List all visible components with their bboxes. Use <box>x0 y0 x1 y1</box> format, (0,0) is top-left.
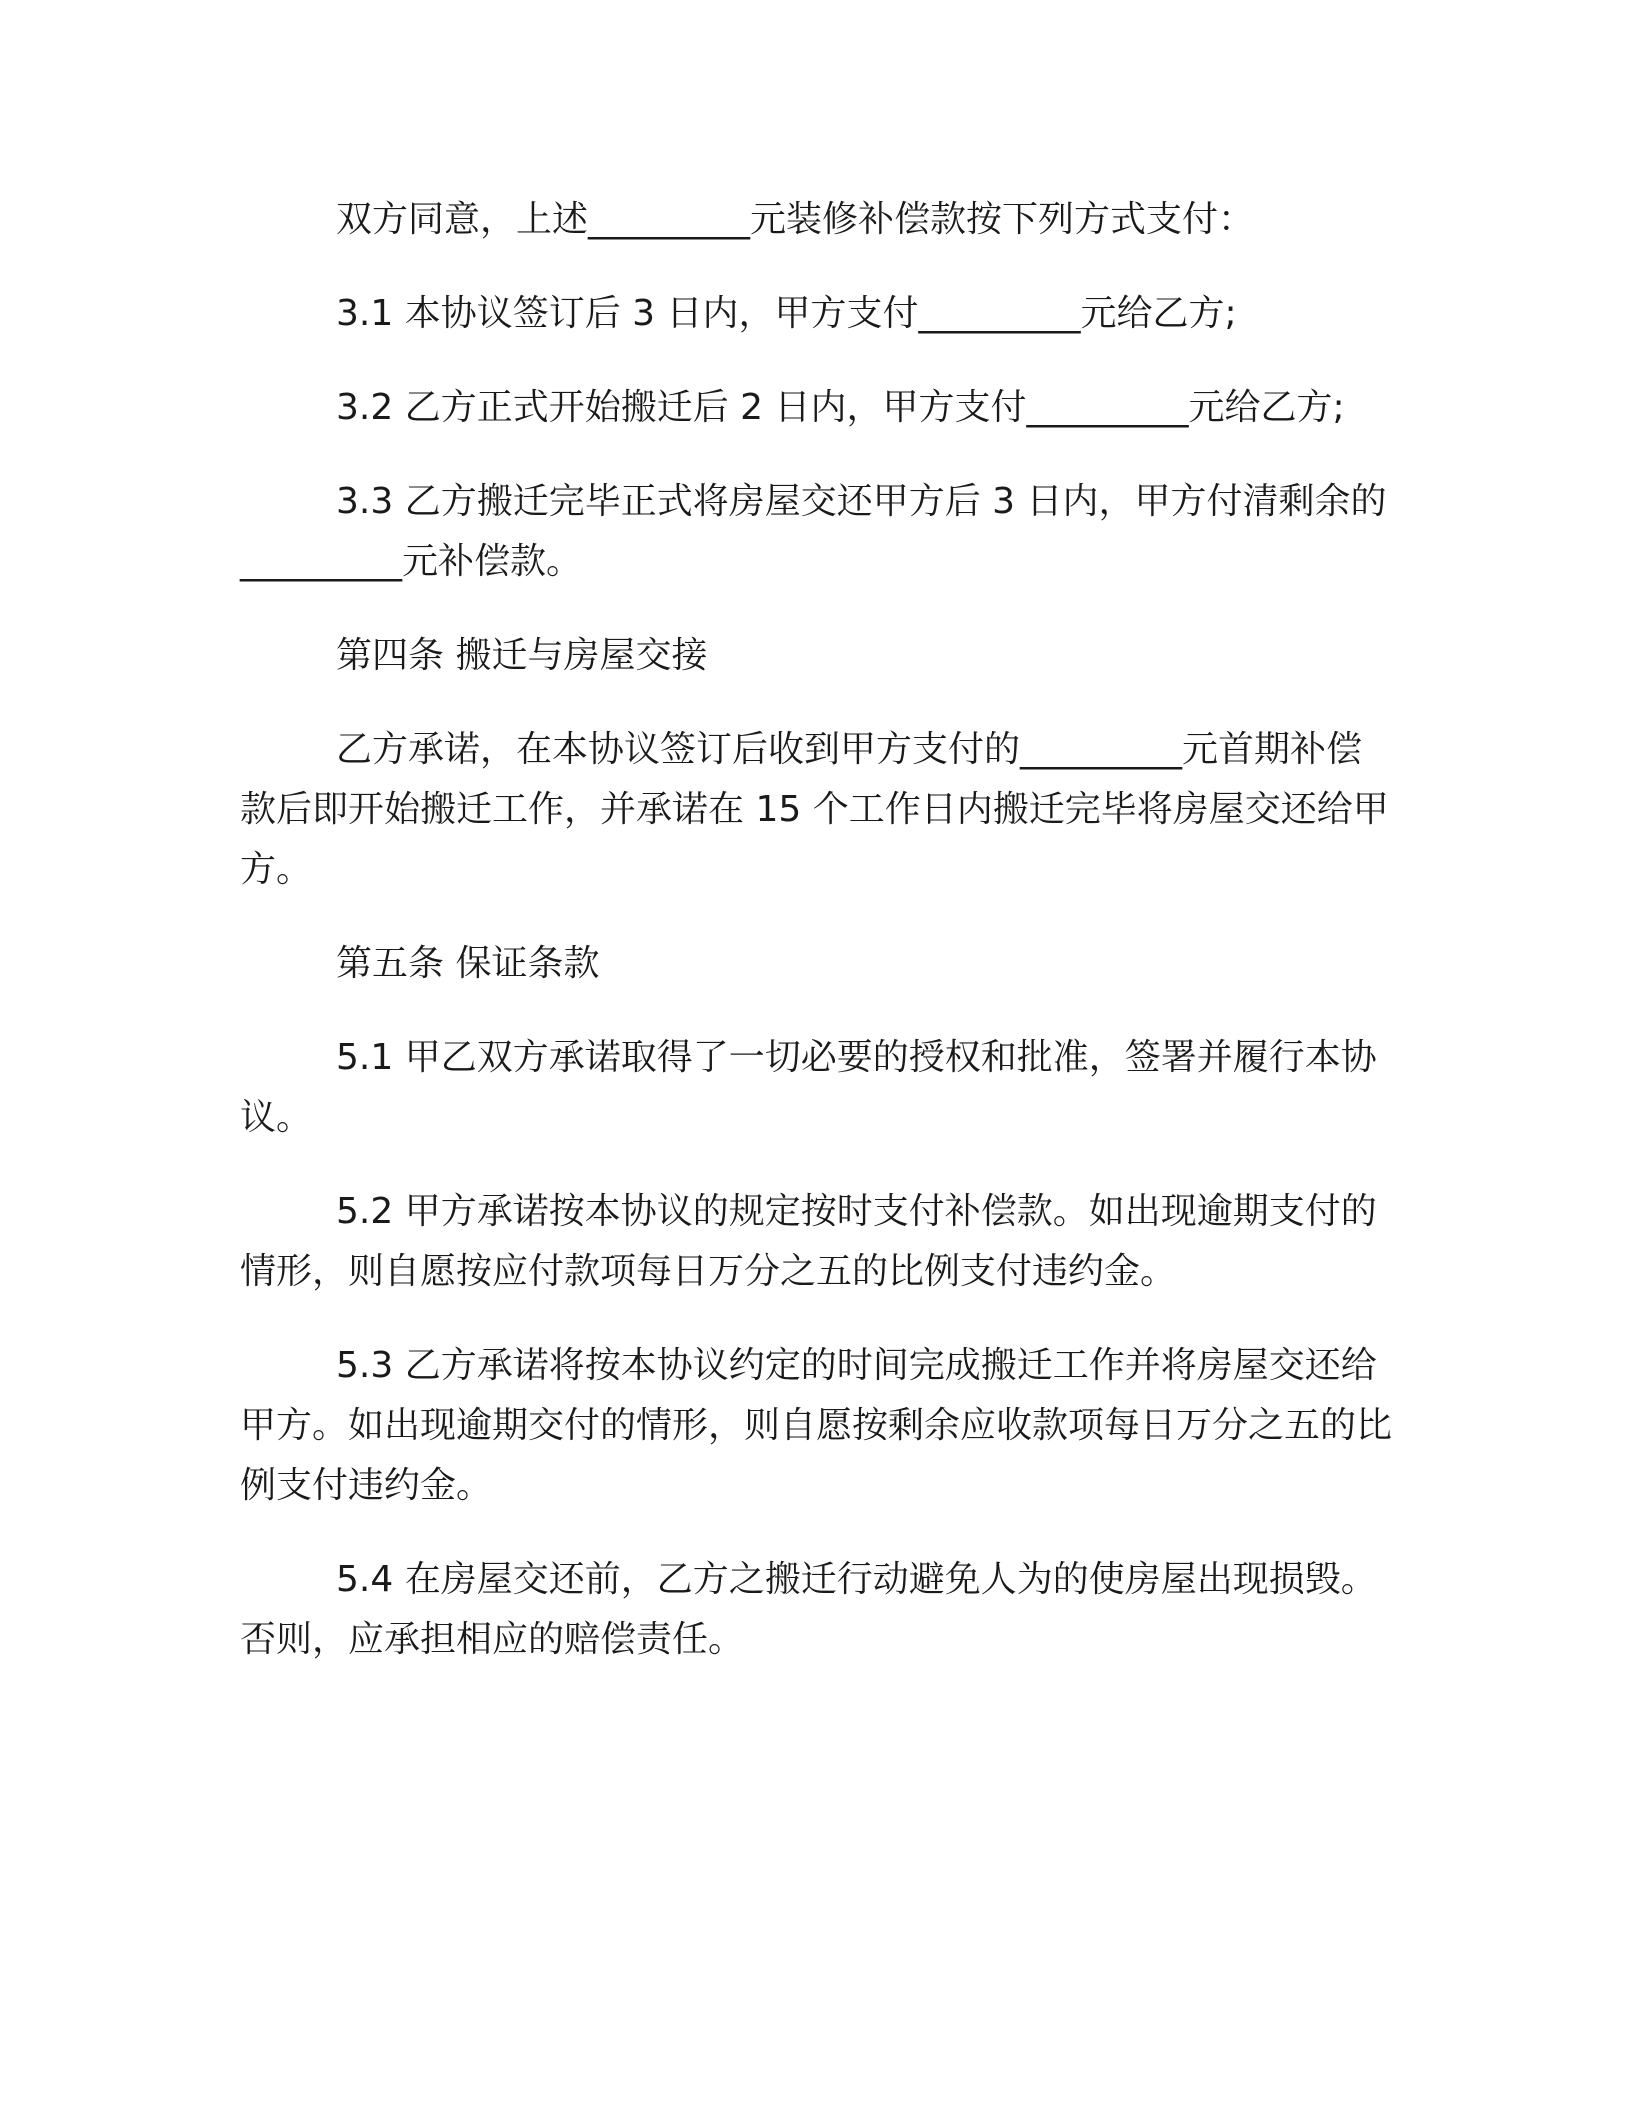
clause-5-1: 5.1 甲乙双方承诺取得了一切必要的授权和批准，签署并履行本协议。 <box>240 1037 1377 1138</box>
clause-5-2: 5.2 甲方承诺按本协议的规定按时支付补偿款。如出现逾期支付的情形，则自愿按应付款项每日万分之五的比例支付违约金。 <box>240 1191 1377 1292</box>
clause-3-3: 3.3 乙方搬迁完毕正式将房屋交还甲方后 3 日内，甲方付清剩余的_________元补偿款。 <box>240 481 1387 582</box>
article-5-heading: 第五条 保证条款 <box>336 943 600 984</box>
clause-3-2: 3.2 乙方正式开始搬迁后 2 日内，甲方支付_________元给乙方; <box>336 387 1345 428</box>
article-4-body: 乙方承诺，在本协议签订后收到甲方支付的_________元首期补偿款后即开始搬迁工作，并承诺在 15 个工作日内搬迁完毕将房屋交还给甲方。 <box>240 729 1389 890</box>
clause-3-1: 3.1 本协议签订后 3 日内，甲方支付_________元给乙方; <box>336 293 1237 334</box>
clause-5-3: 5.3 乙方承诺将按本协议约定的时间完成搬迁工作并将房屋交还给甲方。如出现逾期交付的情形，则自愿按剩余应收款项每日万分之五的比例支付违约金。 <box>240 1345 1393 1506</box>
article-4-heading: 第四条 搬迁与房屋交接 <box>336 635 708 676</box>
clause-5-4: 5.4 在房屋交还前，乙方之搬迁行动避免人为的使房屋出现损毁。否则，应承担相应的赔偿责任。 <box>240 1559 1377 1660</box>
payment-method-intro: 双方同意，上述_________元装修补偿款按下列方式支付： <box>336 199 1255 240</box>
document-body <box>240 190 1392 1704</box>
